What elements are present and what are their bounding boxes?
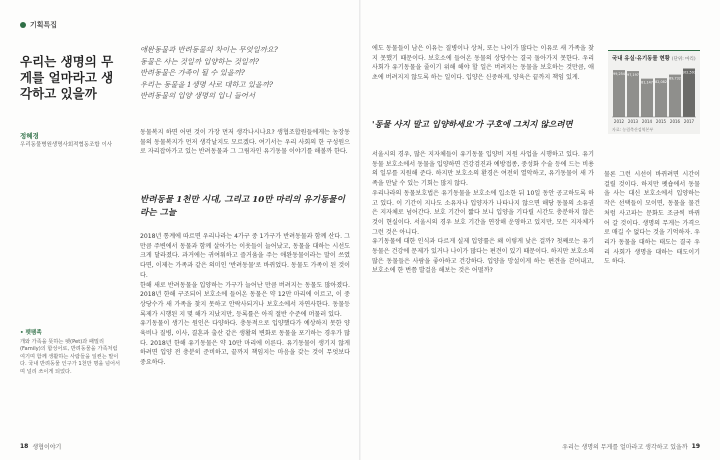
chart-tick-label: 2015: [655, 119, 667, 124]
section-tag-label: 기획특집: [30, 21, 58, 29]
handwritten-line: 반려동물의 입양 생명의 입니 들어서: [140, 91, 256, 100]
author-name: 정혜경: [20, 132, 39, 140]
chart-tick-label: 2013: [627, 119, 639, 124]
folio-right: [562, 442, 700, 451]
page-label-right: 우리는 생명의 무게를 얼마라고 생각하고 있을까: [562, 444, 688, 451]
body-paragraph: 한해 새로 반려동물을 입양하는 가구가 늘어난 만큼 버려지는 동물도 많아졌다. 2018년 한해 구조되어 보호소에 들어온 동물은 약 12만 마리에 이르고, 이 중 상당수가 새 가족을 찾지 못하고 안락사되거나 보호소에서 자연사한다. 동물등록제가 시행된 지 몇 해가 지났지만, 등록률은 아직 절반 수준에 머물러 있다.: [140, 281, 350, 318]
handwritten-line: 애완동물과 반려동물의 차이는 무엇일까요?: [140, 45, 278, 54]
footnote-title: • 펫팸족: [20, 330, 42, 336]
article-title: 우리는 생명의 무게를 얼마라고 생각하고 있을까: [20, 54, 114, 101]
page-number-right: 19: [691, 443, 700, 450]
chart-unit: (단위: 마리): [671, 57, 696, 62]
body-paragraph: 2018년 통계에 따르면 우리나라는 4가구 중 1가구가 반려동물과 함께 산다. 그만큼 주변에서 동물과 함께 살아가는 이웃들이 늘어났고, 동물을 대하는 시선도 크게 달라졌다. 과거에는 귀여워하고 즐거움을 주는 애완동물이라는 말이 쓰였다면, 이제는 가족과 같은 의미인 '반려동물'로 바뀌었다. 동물도 가족이 된 것이다.: [140, 233, 350, 279]
chart-value-label: 89,732: [669, 76, 681, 81]
chart-value-label: 99,254: [613, 72, 625, 77]
left-body: [140, 232, 350, 368]
chart-tick-label: 2017: [683, 119, 695, 124]
footnote-text: 개와 가족을 뜻하는 펫(Pet)과 패밀리(Family)의 합성어로, 반려동물을 가족처럼 여기며 함께 생활하는 사람들을 일컫는 말이다. 국내 반려동물 인구가 1천만 명을 넘어서며 널리 쓰이게 되었다.: [20, 338, 121, 375]
body-paragraph: 유기동물이 생기는 원인은 다양하다. 충동적으로 입양했다가 예상하지 못한 양육비나 질병, 이사, 결혼과 출산 같은 생활의 변화로 동물을 포기하는 경우가 많다. 2018년 한해 유기동물은 약 10만 마리에 이른다. 유기동물이 생기지 않게 하려면 입양 전 충분히 준비하고, 끝까지 책임지는 마음을 갖는 것이 무엇보다 중요하다.: [140, 320, 350, 367]
chart-tick-label: 2014: [641, 119, 653, 124]
chart-plot: [608, 63, 700, 127]
body-paragraph: 우리나라의 동물보호법은 유기동물을 보호소에 입소한 뒤 10일 동안 공고하도록 하고 있다. 이 기간이 지나도 소유자나 입양자가 나타나지 않으면 해당 동물의 소유권은 지자체로 넘어간다. 보호 기간이 짧다 보니 입양을 기다릴 시간도 충분하지 않은 것이 현실이다. 서울시의 경우 보호 기간을 연장해 운영하고 있지만, 모든 지자체가 그런 것은 아니다.: [372, 189, 594, 236]
folio-left: [20, 442, 61, 451]
body-paragraph: 서울시의 경우, 많은 지자체들이 유기동물 입양비 지원 사업을 시행하고 있다. 유기동물 보호소에서 동물을 입양하면 건강검진과 예방접종, 중성화 수술 등에 드는 비용의 일부를 지원해 준다. 하지만 보호소의 환경은 여전히 열악하고, 유기동물이 새 가족을 만날 수 있는 기회는 많지 않다.: [372, 151, 594, 188]
intro-paragraph: 동물복지 하면 어떤 것이 가장 먼저 생각나시나요? 생협조합원들에게는 농장동물의 동물복지가 먼저 생각날지도 모르겠다. 여기서는 우리 사회의 한 구성원으로 자리잡아가고 있는 반려동물과 그 그림자인 유기동물 이야기를 해볼까 한다.: [140, 129, 350, 156]
handwritten-line: 반려동물은 가족이 될 수 있을까?: [140, 68, 245, 77]
body-paragraph: 유기동물에 대한 인식과 다르게 실제 입양률은 왜 이렇게 낮은 걸까? 첫째로는 유기동물은 건강에 문제가 있거나 나이가 많다는 편견이 있기 때문이다. 하지만 보호소의 많은 동물들은 사람을 좋아하고 건강하다. 입양을 망설이게 하는 편견을 걷어내고, 보호소에 한 번쯤 발걸음 해보는 것은 어떨까?: [372, 238, 594, 275]
page-gutter: [359, 0, 361, 460]
section-tag: [20, 20, 57, 30]
handwritten-line: 동물은 사는 것일까 입양하는 것일까?: [140, 56, 259, 66]
chart-bar: [613, 70, 625, 117]
right-body: [372, 150, 594, 276]
chart-bar: [683, 69, 695, 117]
chart-value-label: 81,147: [641, 80, 653, 85]
right-body-top: 에도 동물들이 남은 이유는 질병이나 상처, 또는 나이가 많다는 이유로 새 가족을 찾지 못했기 때문이다. 보호소에 들어온 동물의 상당수는 결국 돌아가지 못한다. 우리 사회가 유기동물을 줄이기 위해 해야 할 일은 버려지는 동물을 보호하는 것만큼, 애초에 버려지지 않도록 하는 일이다. 입양은 신중하게, 양육은 끝까지 책임 있게.: [372, 45, 594, 81]
author-block: [20, 131, 124, 149]
stray-animal-chart: [608, 50, 700, 134]
page-label-left: 생협이야기: [32, 444, 62, 451]
chart-value-label: 102,593: [681, 70, 697, 75]
footnote: [20, 330, 124, 377]
right-subheading: '동물 사지 말고 입양하세요'가 구호에 그치지 않으려면: [372, 119, 573, 129]
handwritten-questions: [140, 44, 350, 102]
chart-value-label: 97,197: [627, 73, 639, 78]
chart-bar: [669, 75, 681, 117]
chart-tick-label: 2016: [669, 119, 681, 124]
author-org: 우리동물병원생명사회적협동조합 이사: [20, 142, 113, 148]
chart-bar: [627, 71, 639, 117]
handwritten-line: 우리는 동물을 1생명 사로 대하고 있을까?: [140, 79, 273, 89]
chart-value-label: 82,082: [655, 80, 667, 85]
chart-source: 자료: 농림축산검역본부: [612, 127, 654, 132]
chart-title-text: 국내 유실·유기동물 현황: [612, 56, 670, 62]
right-body-column-2: 물론 그런 시선이 바뀌려면 시간이 걸릴 것이다. 하지만 펫숍에서 동물을 사는 대신 보호소에서 입양하는 작은 선택들이 모이면, 동물을 물건처럼 사고파는 문화도 조금씩 바뀌어 갈 것이다. 생명의 무게는 가격으로 매길 수 없다는 것을 기억하자. 우리가 동물을 대하는 태도는 결국 우리 사회가 생명을 대하는 태도이기도 하다.: [604, 171, 700, 266]
chart-title: [612, 54, 696, 62]
section-dot-icon: [20, 22, 26, 28]
chart-tick-label: 2012: [613, 119, 625, 124]
page-number-left: 18: [20, 443, 29, 450]
left-subheading: 반려동물 1천만 시대, 그리고 10만 마리의 유기동물이라는 그늘: [140, 195, 345, 218]
